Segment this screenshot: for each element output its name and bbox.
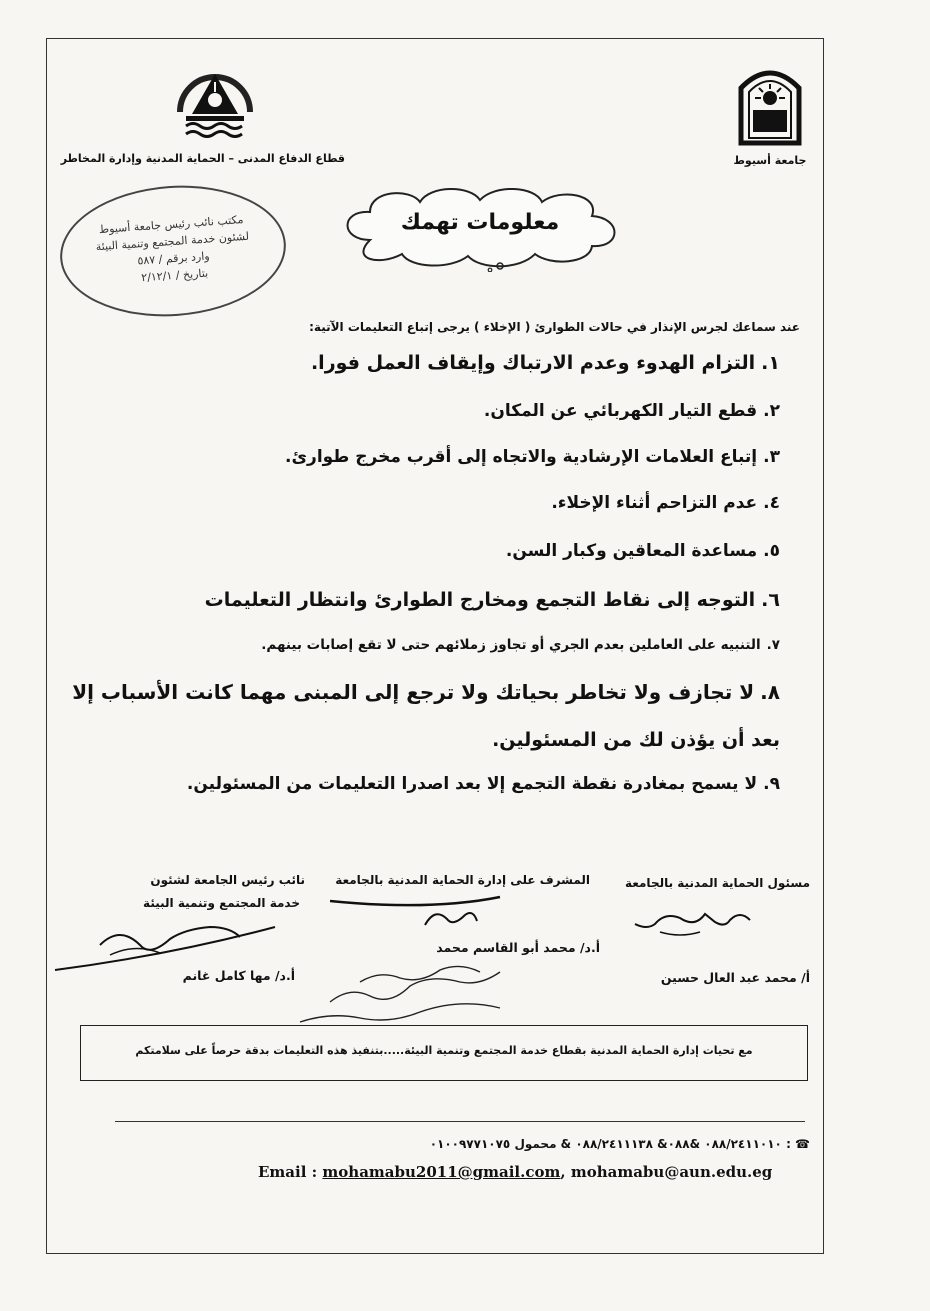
university-logo	[735, 58, 805, 148]
signature-left	[50, 915, 280, 975]
instruction-number: ٢.	[763, 401, 780, 421]
instruction-text: التزام الهدوء وعدم الارتباك وإيقاف العمل فورا.	[310, 352, 756, 374]
stamp-line-2: لشئون خدمة المجتمع وتنمية البيئة	[95, 229, 250, 254]
email-link-2[interactable]: mohamabu@aun.edu.eg	[570, 1163, 773, 1181]
signature-middle	[330, 895, 530, 935]
instruction-number: ٤.	[763, 493, 780, 513]
email-label: Email :	[258, 1163, 318, 1181]
instruction-item	[484, 401, 780, 421]
instruction-item	[261, 637, 780, 653]
intro-text: عند سماعك لجرس الإنذار في حالات الطوارئ ( الإخلاء ) يرجى إتباع التعليمات الآتية:	[309, 320, 800, 334]
signatory-right-title: مسئول الحماية المدنية بالجامعة	[624, 876, 810, 890]
header-right-org: جامعة أسيوط	[733, 154, 807, 167]
instruction-number: ١.	[761, 352, 780, 374]
instruction-item	[285, 447, 780, 467]
signatory-right-name: أ/ محمد عبد العال حسين	[660, 970, 810, 985]
footer-phone	[430, 1137, 810, 1151]
instruction-item	[187, 774, 780, 794]
notice-text: مع تحيات إدارة الحماية المدنية بقطاع خدمة المجتمع وتنمية البيئة.....بتنفيذ هذه التعليمات بدقة حرصاً على سلامتكم	[135, 1044, 753, 1057]
instruction-number: ٦.	[761, 589, 780, 611]
signatory-middle-name: أ.د/ محمد أبو القاسم محمد	[436, 940, 600, 955]
signatory-left-title-2: خدمة المجتمع وتنمية البيئة	[143, 896, 300, 910]
instruction-item	[311, 352, 780, 374]
email-link-1[interactable]: mohamabu2011@gmail.com	[322, 1163, 561, 1181]
page-title: معلومات تهمك	[400, 210, 560, 235]
instruction-number: ٩.	[763, 774, 780, 794]
instruction-text: بعد أن يؤذن لك من المسئولين.	[492, 729, 780, 751]
instruction-continuation	[492, 729, 780, 751]
instruction-text: قطع التيار الكهربائي عن المكان.	[483, 401, 758, 421]
instruction-number: ٥.	[763, 541, 780, 561]
stamp-line-4: بتاريخ / ٢/١٢/١	[140, 266, 209, 285]
footer-divider	[115, 1121, 805, 1122]
notice-box	[80, 1025, 808, 1081]
stamp-line-3: وارد برقم / ٥٨٧	[137, 249, 210, 268]
instruction-number: ٧.	[766, 637, 780, 653]
signatory-middle-title: المشرف على إدارة الحماية المدنية بالجامعة	[335, 873, 590, 887]
handwritten-note	[290, 962, 580, 1032]
instruction-item	[506, 541, 780, 561]
instruction-text: لا تجازف ولا تخاطر بحياتك ولا ترجع إلى المبنى مهما كانت الأسباب إلا	[72, 680, 755, 704]
instruction-text: لا يسمح بمغادرة نقطة التجمع إلا بعد اصدرا التعليمات من المسئولين.	[186, 774, 758, 794]
signature-right	[620, 900, 760, 945]
instruction-text: إتباع العلامات الإرشادية والاتجاه إلى أقرب مخرج طوارئ.	[285, 447, 758, 467]
instruction-text: التنبيه على العاملين بعدم الجري أو تجاوز زملائهم حتى لا تقع إصابات بينهم.	[261, 637, 761, 653]
instruction-item	[205, 589, 780, 611]
phone-icon: ☎ :	[786, 1137, 810, 1151]
signatory-left-title-1: نائب رئيس الجامعة لشئون	[150, 873, 305, 887]
instruction-text: مساعدة المعاقين وكبار السن.	[505, 541, 758, 561]
civil-defense-logo	[170, 52, 260, 142]
email-separator: ,	[560, 1163, 566, 1181]
signatory-left-name: أ.د/ مها كامل غانم	[182, 968, 295, 983]
stamp-line-1: مكتب نائب رئيس جامعة أسيوط	[98, 213, 244, 237]
instruction-number: ٨.	[760, 680, 780, 704]
phone-numbers: ٠٨٨/٢٤١١٠١٠ &٠٨٨& ٠٨٨/٢٤١١١٣٨ & محمول ٠١٠٠٩٧٧١٠٧٥	[429, 1137, 782, 1151]
instruction-text: التوجه إلى نقاط التجمع ومخارج الطوارئ وانتظار التعليمات	[204, 589, 756, 611]
footer-email	[258, 1163, 772, 1181]
header-left-org: قطاع الدفاع المدنى – الحماية المدنية وإدارة المخاطر	[60, 152, 345, 165]
instruction-item	[72, 680, 780, 704]
instruction-text: عدم التزاحم أثناء الإخلاء.	[551, 493, 758, 513]
instruction-item	[551, 493, 780, 513]
instruction-number: ٣.	[763, 447, 780, 467]
